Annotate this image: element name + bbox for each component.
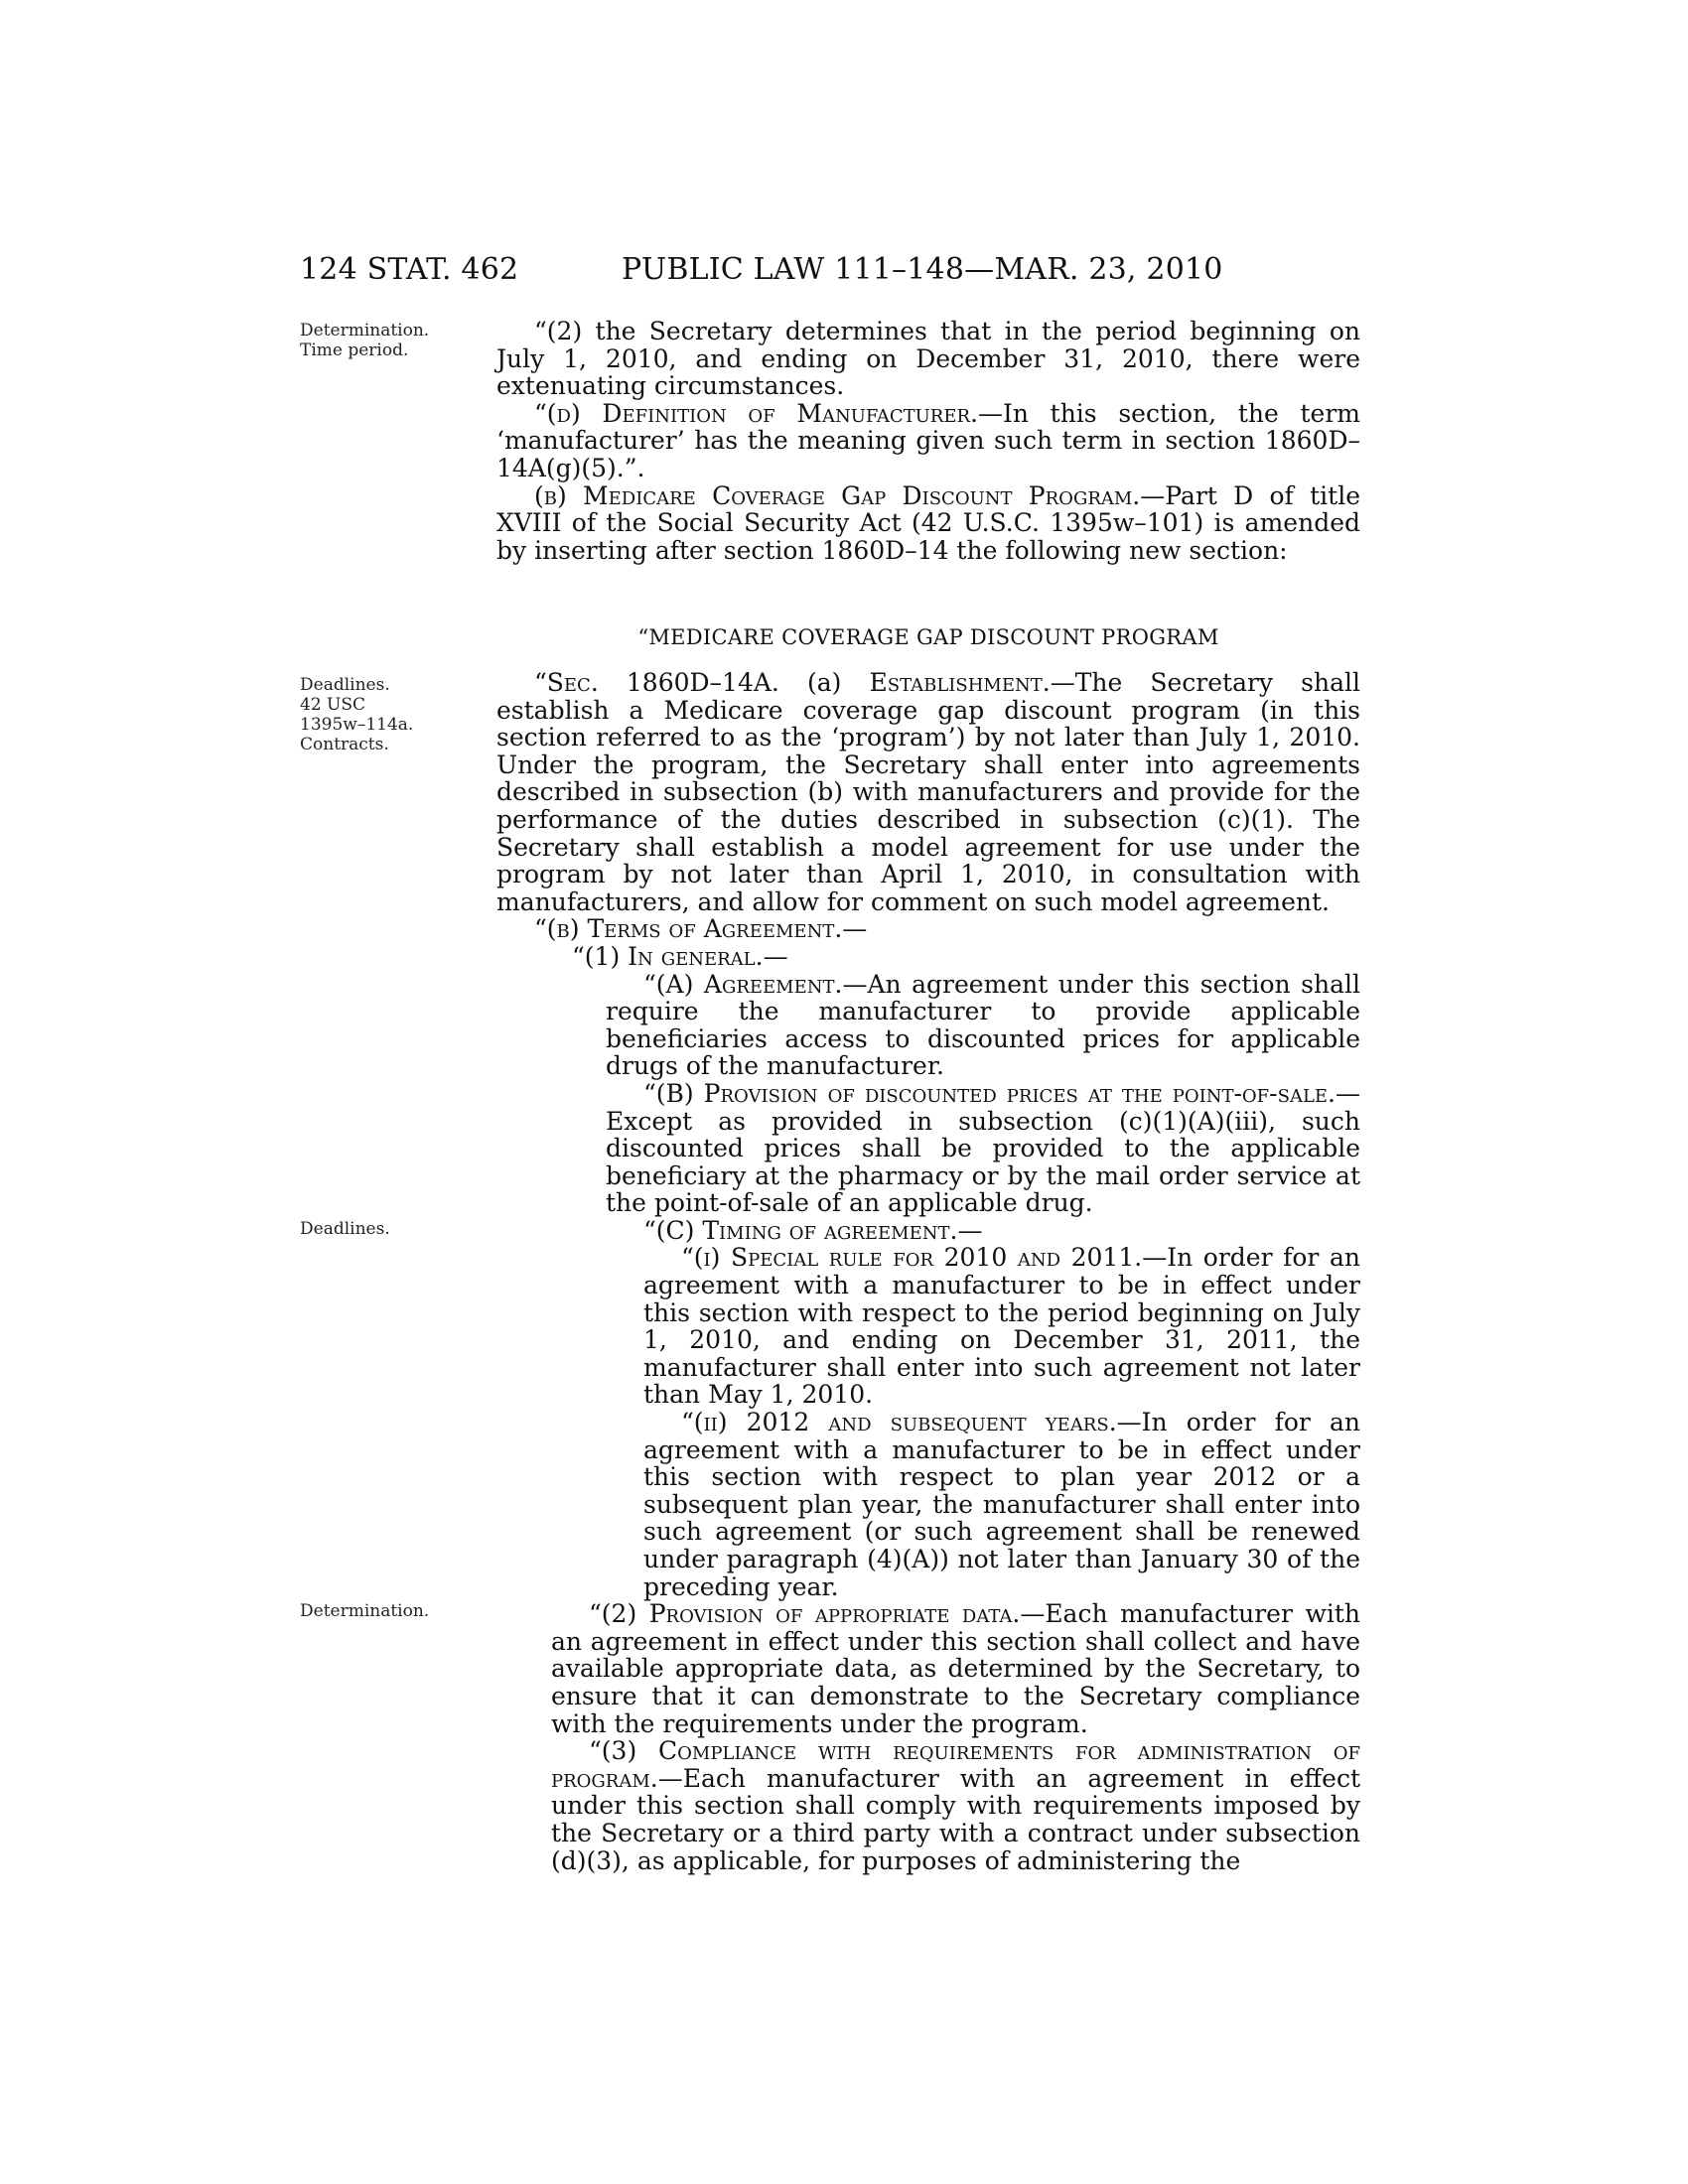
margin-note-line: Contracts. xyxy=(300,735,389,754)
subsection-d-definition xyxy=(496,400,1360,482)
subsection-text: —The Secretary shall establish a Medicare coverage gap discount program (in this section referred to as the ‘program’) by not later than July 1, 2010. Under the program, the Secretary shall enter into agreements described in subsection (b) with manufacturers and provide for the performance of the duties described in subsection (c)(1). The Secretary shall establish a model agreement for use under the program by not later than April 1, 2010, in consultation with manufacturers, and allow for comment on such model agreement. xyxy=(496,668,1360,916)
stat-page-number: 124 STAT. 462 xyxy=(300,252,519,287)
subsection-heading: (b) Medicare Coverage Gap Discount Program. xyxy=(534,480,1141,510)
clause-ii-subsequent-years xyxy=(496,1409,1360,1600)
subsection-text: —Part D of title XVIII of the Social Security Act (42 U.S.C. 1395w–101) is amended by inserting after section 1860D–14 the following new section: xyxy=(496,480,1360,565)
public-law-running-head: PUBLIC LAW 111–148—MAR. 23, 2010 xyxy=(622,252,1223,287)
margin-note-line: Deadlines. xyxy=(300,1219,390,1239)
clause-heading: “(ii) 2012 and subsequent years. xyxy=(681,1408,1117,1437)
margin-note-line: 42 USC xyxy=(300,695,366,715)
margin-note-determination xyxy=(300,1601,429,1621)
margin-note-line: 1395w–114a. xyxy=(300,715,414,735)
subsection-heading: “(d) Definition of Manufacturer. xyxy=(534,398,978,428)
subparagraph-heading: “(B) Provision of discounted prices at the point-of-sale. xyxy=(643,1078,1336,1108)
amendment-text-block xyxy=(496,318,1360,564)
section-number: 1860D–14A. (a) xyxy=(598,668,870,697)
clause-i-special-rule xyxy=(496,1244,1360,1409)
clause-heading: “(i) Special rule for 2010 and 2011. xyxy=(681,1243,1143,1273)
subparagraph-a-agreement xyxy=(496,971,1360,1080)
subparagraph-b-point-of-sale xyxy=(496,1080,1360,1217)
margin-note-line: Determination. xyxy=(300,1601,430,1621)
subparagraph-c-heading: “(C) Timing of agreement.— xyxy=(643,1215,983,1245)
subparagraph-heading: “(A) Agreement. xyxy=(643,969,843,999)
margin-note-deadlines-usc xyxy=(300,675,413,754)
margin-note-line: Time period. xyxy=(300,341,409,360)
clause-text: —In order for an agreement with a manufacturer to be in effect under this section with respect to the period beginning on July 1, 2010, and ending on December 31, 2011, the manufacturer shall enter into such agreement not later than May 1, 2010. xyxy=(643,1243,1360,1410)
paragraph-3-compliance xyxy=(496,1737,1360,1874)
subsection-a-establishment xyxy=(496,669,1360,915)
margin-note-line: Determination. xyxy=(300,321,430,341)
subparagraph-text: —An agreement under this section shall require the manufacturer to provide applicable beneficiaries access to discounted prices for applicable drugs of the manufacturer. xyxy=(606,969,1361,1081)
paragraph-text: —Each manufacturer with an agreement in effect under this section shall collect and have available appropriate data, as determined by the Secretary, to ensure that it can demonstrate to the Secretary compliance with the requirements under the program. xyxy=(551,1599,1360,1738)
paragraph-heading: “(3) Compliance with requirements for administration of program. xyxy=(551,1736,1360,1793)
section-1860d-14a-text xyxy=(496,669,1360,1874)
subparagraph-text: —Except as provided in subsection (c)(1)(A)(iii), such discounted prices shall be provided to the applicable beneficiary at the pharmacy or by the mail order service at the point-of-sale of an applicable drug. xyxy=(606,1078,1360,1218)
margin-note-determination-time-period xyxy=(300,321,429,360)
subsection-heading: Establishment. xyxy=(869,668,1051,697)
paragraph-text: —Each manufacturer with an agreement in effect under this section shall comply with requirements imposed by the Secretary or a third party with a contract under subsection (d)(3), as applicable, for purposes of administering the xyxy=(551,1763,1360,1875)
margin-note-line: Deadlines. xyxy=(300,675,390,695)
clause-text: —In order for an agreement with a manufacturer to be in effect under this section with respect to plan year 2012 or a subsequent plan year, the manufacturer shall enter into such agreement (or such agreement shall be renewed under paragraph (4)(A)) not later than January 30 of the preceding year. xyxy=(643,1408,1360,1601)
paragraph-heading: “(2) Provision of appropriate data. xyxy=(589,1599,1021,1629)
paragraph-2-determination: “(2) the Secretary determines that in the period beginning on July 1, 2010, and ending on December 31, 2010, there were extenuating circumstances. xyxy=(496,317,1360,401)
paragraph-2-data xyxy=(496,1600,1360,1737)
margin-note-deadlines xyxy=(300,1219,390,1239)
section-prefix: “Sec. xyxy=(534,668,599,697)
subsection-b-heading: “(b) Terms of Agreement.— xyxy=(534,914,868,944)
subsection-b-program xyxy=(496,482,1360,565)
subsection-text: —In this section, the term ‘manufacturer’ has the meaning given such term in section 1860D–14A(g)(5).”. xyxy=(496,398,1360,482)
paragraph-1-heading: “(1) In general.— xyxy=(572,941,788,971)
section-heading: “MEDICARE COVERAGE GAP DISCOUNT PROGRAM xyxy=(637,625,1219,649)
